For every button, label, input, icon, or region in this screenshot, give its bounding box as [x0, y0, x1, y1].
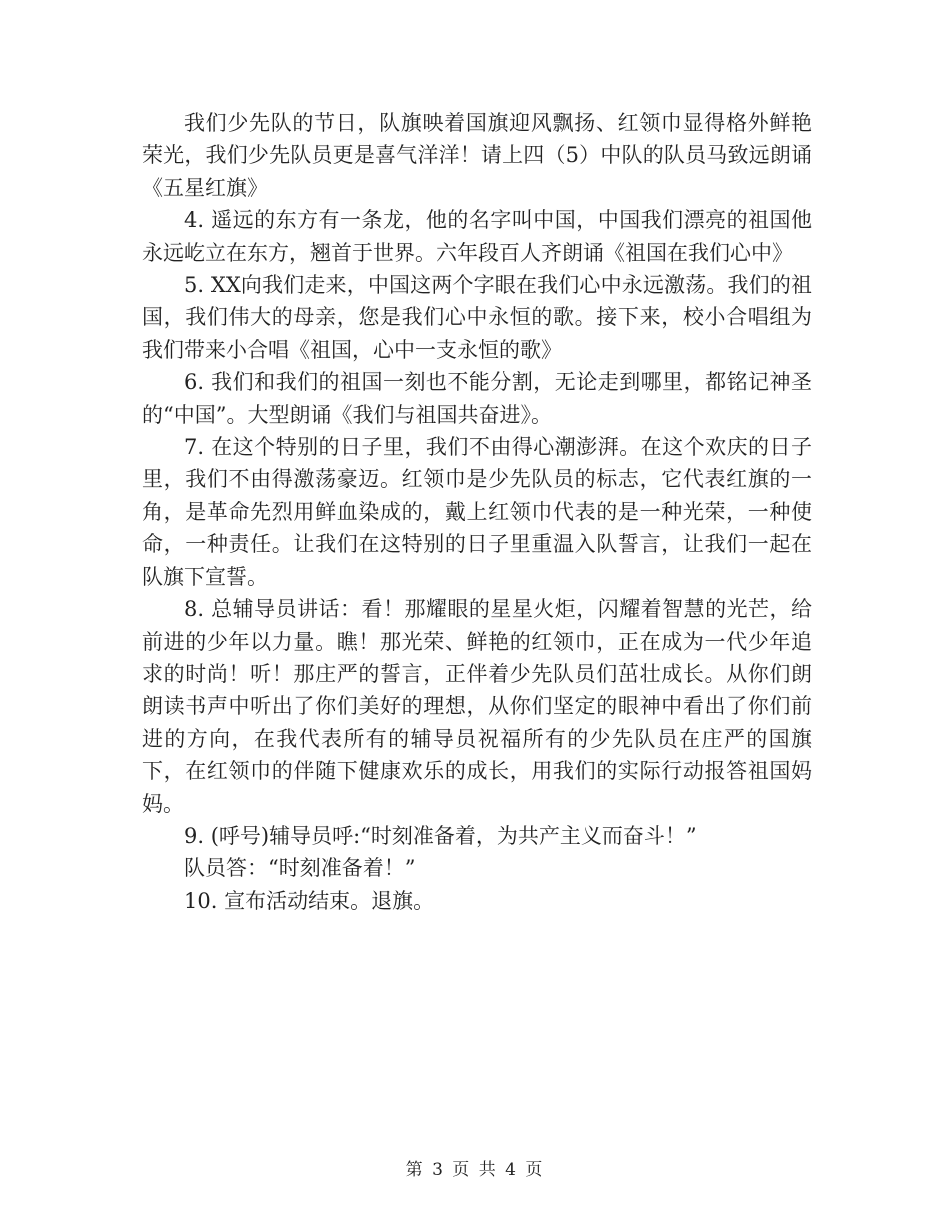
paragraph: 我们少先队的节日，队旗映着国旗迎风飘扬、红领巾显得格外鲜艳荣光，我们少先队员更是喜气洋洋！请上四（5）中队的队员马致远朗诵《五星红旗》: [142, 111, 812, 200]
paragraph-item-5: 5. XX向我们走来，中国这两个字眼在我们心中永远激荡。我们的祖国，我们伟大的母亲，您是我们心中永恒的歌。接下来，校小合唱组为我们带来小合唱《祖国，心中一支永恒的歌》: [142, 273, 812, 362]
paragraph-item-6: 6. 我们和我们的祖国一刻也不能分割，无论走到哪里，都铭记神圣的“中国”。大型朗诵《我们与祖国共奋进》。: [142, 370, 812, 427]
paragraph-response: 队员答：“时刻准备着！”: [184, 856, 416, 881]
paragraph-item-4: 4. 遥远的东方有一条龙，他的名字叫中国，中国我们漂亮的祖国他永远屹立在东方，翘首于世界。六年段百人齐朗诵《祖国在我们心中》: [142, 208, 812, 265]
page-number-label: 第 3 页 共 4 页: [405, 1160, 545, 1180]
paragraph-item-9: 9. (呼号)辅导员呼:“时刻准备着，为共产主义而奋斗！”: [184, 823, 697, 848]
paragraph-item-10: 10. 宣布活动结束。退旗。: [184, 888, 435, 913]
body-text: [142, 107, 812, 917]
page-footer: [0, 1155, 950, 1180]
paragraph-item-7: 7. 在这个特别的日子里，我们不由得心潮澎湃。在这个欢庆的日子里，我们不由得激荡豪迈。红领巾是少先队员的标志，它代表红旗的一角，是革命先烈用鲜血染成的，戴上红领巾代表的是一种光荣，一种使命，一种责任。让我们在这特别的日子里重温入队誓言，让我们一起在队旗下宣誓。: [142, 435, 812, 589]
paragraph-item-8: 8. 总辅导员讲话：看！那耀眼的星星火炬，闪耀着智慧的光芒，给前进的少年以力量。瞧！那光荣、鲜艳的红领巾，正在成为一代少年追求的时尚！听！那庄严的誓言，正伴着少先队员们茁壮成长。从你们朗朗读书声中听出了你们美好的理想，从你们坚定的眼神中看出了你们前进的方向，在我代表所有的辅导员祝福所有的少先队员在庄严的国旗下，在红领巾的伴随下健康欢乐的成长，用我们的实际行动报答祖国妈妈。: [142, 597, 812, 816]
